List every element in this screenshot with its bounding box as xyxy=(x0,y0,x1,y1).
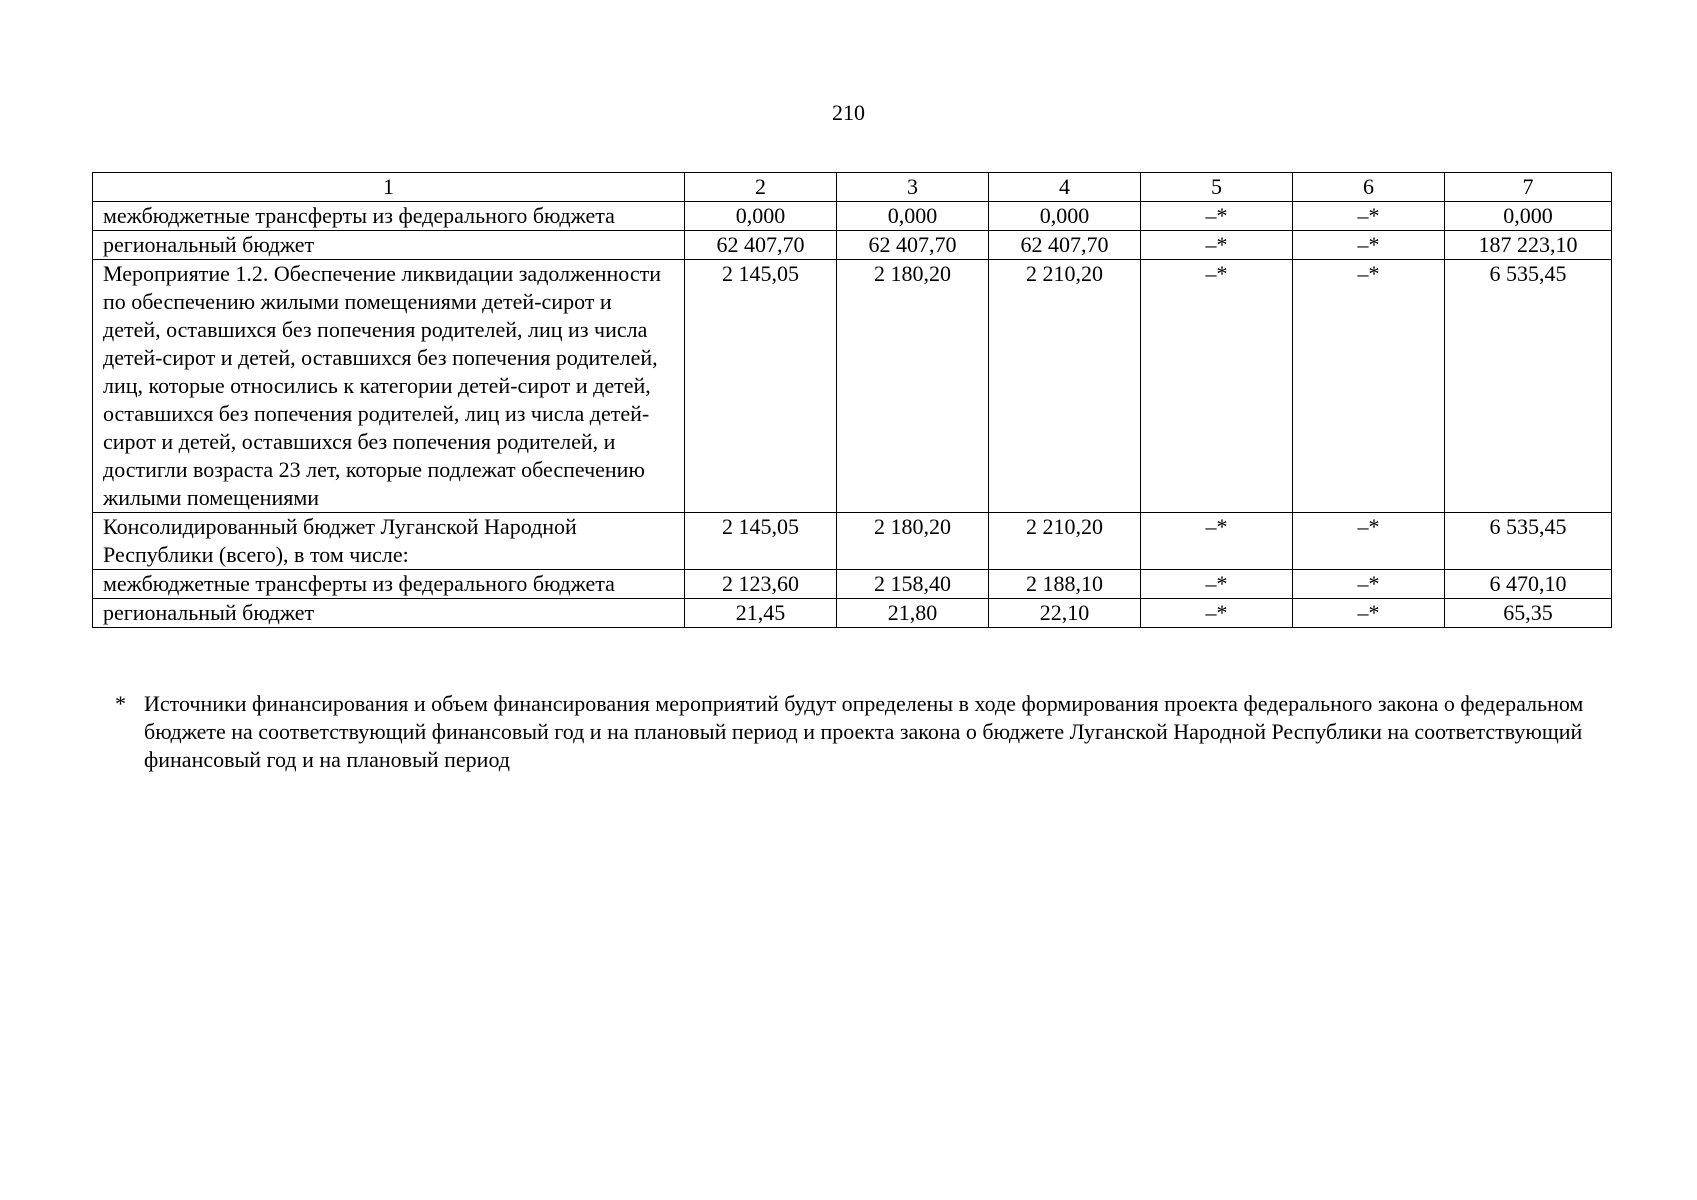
table-row xyxy=(93,570,1612,599)
cell-value: 2 145,05 xyxy=(685,260,837,513)
cell-value: 62 407,70 xyxy=(685,231,837,260)
table-row xyxy=(93,599,1612,628)
cell-value: –* xyxy=(1141,260,1293,513)
cell-value: –* xyxy=(1293,260,1445,513)
cell-value: 2 180,20 xyxy=(837,513,989,570)
footnote-mark: * xyxy=(115,691,126,716)
row-label: Консолидированный бюджет Луганской Народной Республики (всего), в том числе: xyxy=(93,513,685,570)
cell-value: 2 123,60 xyxy=(685,570,837,599)
cell-value: 62 407,70 xyxy=(989,231,1141,260)
column-header: 1 xyxy=(93,173,685,202)
cell-value: 0,000 xyxy=(685,202,837,231)
cell-value: 2 145,05 xyxy=(685,513,837,570)
cell-value: 65,35 xyxy=(1445,599,1612,628)
column-header: 6 xyxy=(1293,173,1445,202)
table-row xyxy=(93,231,1612,260)
cell-value: –* xyxy=(1141,570,1293,599)
table-row xyxy=(93,260,1612,513)
cell-value: 21,45 xyxy=(685,599,837,628)
cell-value: –* xyxy=(1141,202,1293,231)
cell-value: –* xyxy=(1293,231,1445,260)
cell-value: –* xyxy=(1293,599,1445,628)
cell-value: 6 535,45 xyxy=(1445,260,1612,513)
table-row xyxy=(93,513,1612,570)
cell-value: 0,000 xyxy=(1445,202,1612,231)
cell-value: 2 210,20 xyxy=(989,260,1141,513)
cell-value: 2 210,20 xyxy=(989,513,1141,570)
row-label: Мероприятие 1.2. Обеспечение ликвидации задолженности по обеспечению жилыми помещениями детей-сирот и детей, оставшихся без попечения родителей, лиц из числа детей-сирот и детей, оставшихся без попечения родителей, лиц, которые относились к категории детей-сирот и детей, оставшихся без попечения родителей, лиц из числа детей-сирот и детей, оставшихся без попечения родителей, и достигли возраста 23 лет, которые подлежат обеспечению жилыми помещениями xyxy=(93,260,685,513)
cell-value: –* xyxy=(1293,570,1445,599)
cell-value: 0,000 xyxy=(837,202,989,231)
column-header: 3 xyxy=(837,173,989,202)
cell-value: 0,000 xyxy=(989,202,1141,231)
table-row xyxy=(93,202,1612,231)
table-header-row xyxy=(93,173,1612,202)
cell-value: 21,80 xyxy=(837,599,989,628)
column-header: 2 xyxy=(685,173,837,202)
cell-value: 22,10 xyxy=(989,599,1141,628)
column-header: 5 xyxy=(1141,173,1293,202)
row-label: региональный бюджет xyxy=(93,599,685,628)
cell-value: –* xyxy=(1141,513,1293,570)
row-label: межбюджетные трансферты из федерального бюджета xyxy=(93,202,685,231)
cell-value: –* xyxy=(1293,513,1445,570)
cell-value: –* xyxy=(1141,599,1293,628)
row-label: региональный бюджет xyxy=(93,231,685,260)
cell-value: 187 223,10 xyxy=(1445,231,1612,260)
cell-value: –* xyxy=(1293,202,1445,231)
cell-value: 2 188,10 xyxy=(989,570,1141,599)
footnote-text: Источники финансирования и объем финансирования мероприятий будут определены в ходе формирования проекта федерального закона о федеральном бюджете на соответствующий финансовый год и на плановый период и проекта закона о бюджете Луганской Народной Республики на соответствующий финансовый год и на плановый период xyxy=(144,691,1584,772)
page-number: 210 xyxy=(832,100,865,125)
cell-value: 6 470,10 xyxy=(1445,570,1612,599)
column-header: 4 xyxy=(989,173,1141,202)
column-header: 7 xyxy=(1445,173,1612,202)
cell-value: 2 180,20 xyxy=(837,260,989,513)
budget-table xyxy=(92,172,1612,628)
cell-value: –* xyxy=(1141,231,1293,260)
row-label: межбюджетные трансферты из федерального бюджета xyxy=(93,570,685,599)
cell-value: 2 158,40 xyxy=(837,570,989,599)
cell-value: 62 407,70 xyxy=(837,231,989,260)
footnote xyxy=(115,690,1595,774)
cell-value: 6 535,45 xyxy=(1445,513,1612,570)
